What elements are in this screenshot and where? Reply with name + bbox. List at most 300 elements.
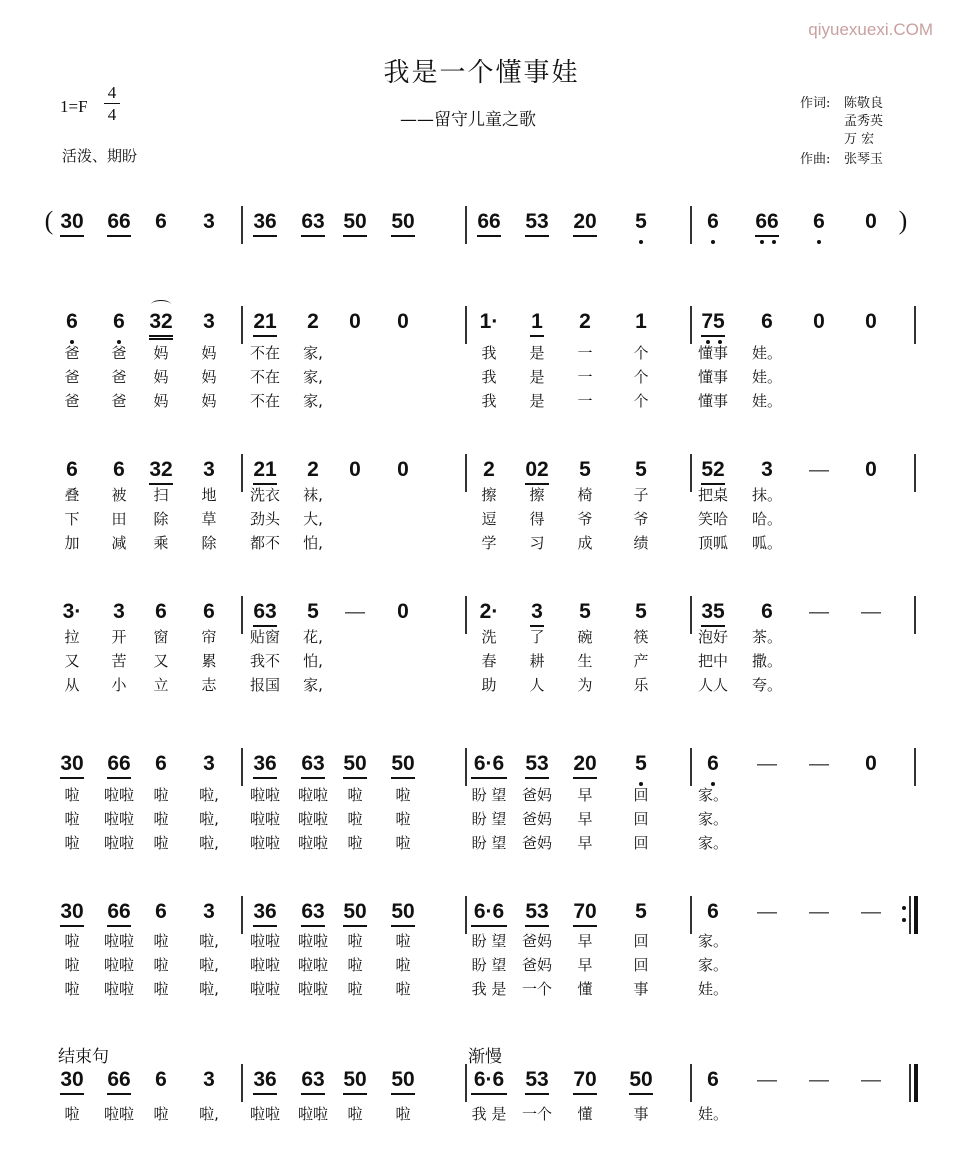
octave-dot: [817, 240, 821, 244]
note-group: 66: [107, 752, 131, 775]
lyric-syllable: 回: [633, 810, 649, 828]
lyric-syllable: 爸: [111, 392, 127, 410]
lyric-syllable: 爸妈: [521, 834, 553, 852]
lyric-syllable: 啦啦: [297, 1105, 329, 1123]
note-group: 63: [301, 1068, 325, 1091]
note-group: 66: [107, 1068, 131, 1091]
note-group: 1: [531, 310, 543, 333]
note-group: 6·6: [473, 1068, 505, 1091]
lyric-syllable: 是: [529, 344, 545, 362]
lyric-syllable: 我: [481, 368, 497, 386]
final-barline: [914, 1064, 918, 1102]
note-group: 53: [525, 210, 549, 233]
hold-dash: —: [757, 753, 777, 775]
underline: [573, 1093, 597, 1095]
hold-dash: —: [757, 901, 777, 923]
note-group: 66: [107, 900, 131, 923]
lyric-syllable: 啦: [153, 932, 169, 950]
barline: [465, 306, 467, 344]
lyric-syllable: 爸妈: [521, 786, 553, 804]
barline: [465, 896, 467, 934]
lyric-syllable: 啦: [153, 810, 169, 828]
underline: [573, 235, 597, 237]
lyric-syllable: 家。: [697, 786, 729, 804]
lyric-syllable: 早: [577, 786, 593, 804]
lyric-syllable: 啦啦: [103, 956, 135, 974]
underline: [301, 1093, 325, 1095]
lyric-syllable: 啦,: [199, 786, 219, 804]
lyric-syllable: 洗: [481, 628, 497, 646]
barline: [465, 748, 467, 786]
note-group: 30: [60, 210, 84, 233]
underline: [253, 925, 277, 927]
lyric-syllable: 啦: [347, 932, 363, 950]
note-group: 63: [301, 210, 325, 233]
repeat-dot: [902, 918, 906, 922]
lyric-syllable: 回: [633, 834, 649, 852]
lyric-syllable: 妈: [153, 368, 169, 386]
note-group: 6: [155, 600, 167, 623]
lyric-syllable: 习: [529, 534, 545, 552]
note-group: 2: [579, 310, 591, 333]
lyric-syllable: 啦啦: [249, 980, 281, 998]
underline: [391, 925, 415, 927]
lyric-syllable: 顶呱: [697, 534, 729, 552]
lyric-syllable: 爷: [577, 510, 593, 528]
note-group: 3: [203, 752, 215, 775]
underline: [60, 777, 84, 779]
lyric-syllable: 啦,: [199, 810, 219, 828]
lyric-syllable: 劲头: [249, 510, 281, 528]
barline: [241, 596, 243, 634]
lyric-syllable: 一: [577, 392, 593, 410]
underline: [701, 483, 725, 485]
composer-label: 作曲:: [800, 152, 831, 167]
lyric-syllable: 啦: [64, 834, 80, 852]
note-group: 6: [707, 900, 719, 923]
underline: [107, 1093, 131, 1095]
underline: [525, 777, 549, 779]
note-group: 0: [397, 458, 409, 481]
note-group: 0: [865, 310, 877, 333]
lyric-syllable: 了: [529, 628, 545, 646]
lyric-syllable: 爸: [64, 392, 80, 410]
lyric-syllable: 娃。: [697, 980, 729, 998]
note-group: 6: [707, 210, 719, 233]
barline: [465, 206, 467, 244]
note-group: 30: [60, 752, 84, 775]
lyric-syllable: 啦: [153, 956, 169, 974]
lyric-syllable: 碗: [577, 628, 593, 646]
barline: [690, 306, 692, 344]
underline: [471, 925, 507, 927]
lyric-syllable: 啦: [64, 980, 80, 998]
lyric-syllable: 人: [529, 676, 545, 694]
note-group: 2: [307, 458, 319, 481]
underline: [60, 1093, 84, 1095]
lyric-syllable: 事: [633, 1105, 649, 1123]
lyric-syllable: 春: [481, 652, 497, 670]
underline: [343, 235, 367, 237]
lyric-syllable: 啦: [347, 834, 363, 852]
note-group: 6: [155, 900, 167, 923]
note-group: 50: [343, 752, 367, 775]
hold-dash: —: [757, 1069, 777, 1091]
lyric-syllable: 泡好: [697, 628, 729, 646]
note-group: 3: [203, 900, 215, 923]
lyric-syllable: 早: [577, 932, 593, 950]
lyric-syllable: 乘: [153, 534, 169, 552]
barline-end: [914, 748, 916, 786]
underline: [525, 483, 549, 485]
underline: [701, 625, 725, 627]
lyric-syllable: 妈: [201, 344, 217, 362]
note-group: 50: [343, 1068, 367, 1091]
lyric-syllable: 懂事: [697, 344, 729, 362]
underline: [530, 335, 544, 337]
underline: [477, 235, 501, 237]
lyric-syllable: 田: [111, 510, 127, 528]
lyric-syllable: 娃。: [751, 344, 783, 362]
note-group: 53: [525, 900, 549, 923]
lyric-syllable: 啦啦: [297, 956, 329, 974]
song-title: 我是一个懂事娃: [383, 58, 580, 88]
lyric-syllable: 啦啦: [297, 810, 329, 828]
note-group: 36: [253, 210, 277, 233]
note-group: 5: [635, 458, 647, 481]
final-barline: [914, 896, 918, 934]
lyric-syllable: 我 是: [471, 980, 507, 998]
lyric-syllable: 生: [577, 652, 593, 670]
octave-dot: [760, 240, 764, 244]
note-group: 3: [203, 310, 215, 333]
lyric-syllable: 得: [529, 510, 545, 528]
note-group: 5: [635, 752, 647, 775]
hold-dash: —: [809, 901, 829, 923]
note-group: 21: [253, 310, 277, 333]
lyric-syllable: 早: [577, 834, 593, 852]
lyric-syllable: 懂事: [697, 368, 729, 386]
lyric-syllable: 啦: [153, 980, 169, 998]
note-group: 5: [635, 210, 647, 233]
note-group: 21: [253, 458, 277, 481]
lyric-syllable: 家,: [303, 368, 323, 386]
note-group: 0: [865, 752, 877, 775]
lyric-syllable: 啦啦: [297, 980, 329, 998]
lyric-syllable: 助: [481, 676, 497, 694]
lyric-syllable: 拉: [64, 628, 80, 646]
barline: [241, 306, 243, 344]
lyric-syllable: 加: [64, 534, 80, 552]
note-group: 6: [761, 310, 773, 333]
note-group: 6: [155, 210, 167, 233]
lyric-syllable: 耕: [529, 652, 545, 670]
underline: [343, 777, 367, 779]
note-group: 70: [573, 900, 597, 923]
lyric-syllable: 妈: [201, 368, 217, 386]
lyric-syllable: 洗衣: [249, 486, 281, 504]
lyric-syllable: 怕,: [303, 652, 323, 670]
underline: [60, 925, 84, 927]
lyric-syllable: 苦: [111, 652, 127, 670]
note-group: 66: [755, 210, 779, 233]
note-group: 3: [203, 458, 215, 481]
barline: [690, 454, 692, 492]
song-subtitle: ——留守儿童之歌: [400, 110, 536, 130]
underline: [701, 335, 725, 337]
lyric-syllable: 啦啦: [297, 834, 329, 852]
lyric-syllable: 啦: [395, 1105, 411, 1123]
lyric-syllable: 家。: [697, 834, 729, 852]
underline: [149, 483, 173, 485]
note-group: 5: [635, 600, 647, 623]
underline: [149, 338, 173, 340]
note-group: 6: [761, 600, 773, 623]
repeat-dot: [902, 906, 906, 910]
lyric-syllable: 家。: [697, 932, 729, 950]
tempo-marking: 活泼、期盼: [62, 147, 138, 165]
hold-dash: —: [809, 459, 829, 481]
underline: [343, 1093, 367, 1095]
lyric-syllable: 啦: [395, 932, 411, 950]
barline: [465, 1064, 467, 1102]
lyric-syllable: 不在: [249, 392, 281, 410]
lyric-syllable: 哈。: [751, 510, 783, 528]
lyric-syllable: 减: [111, 534, 127, 552]
lyric-syllable: 啦啦: [103, 810, 135, 828]
lyric-syllable: 啦: [347, 786, 363, 804]
lyric-syllable: 啦啦: [249, 810, 281, 828]
note-group: 20: [573, 210, 597, 233]
lyric-syllable: 是: [529, 368, 545, 386]
lyric-syllable: 扫: [153, 486, 169, 504]
underline: [471, 777, 507, 779]
note-group: 0: [349, 458, 361, 481]
slur-mark: [151, 300, 171, 309]
lyricist-2: 孟秀英: [844, 114, 884, 129]
note-group: 6: [203, 600, 215, 623]
note-group: 50: [391, 1068, 415, 1091]
lyric-syllable: 个: [633, 368, 649, 386]
lyric-syllable: 累: [201, 652, 217, 670]
lyric-syllable: 把中: [697, 652, 729, 670]
octave-dot: [711, 240, 715, 244]
underline: [301, 777, 325, 779]
lyric-syllable: 一个: [521, 1105, 553, 1123]
lyric-syllable: 笑哈: [697, 510, 729, 528]
note-group: 6: [155, 752, 167, 775]
lyric-syllable: 啦啦: [103, 932, 135, 950]
lyric-syllable: 啦啦: [249, 834, 281, 852]
lyric-syllable: 又: [64, 652, 80, 670]
note-group: 6: [155, 1068, 167, 1091]
underline: [253, 1093, 277, 1095]
hold-dash: —: [809, 601, 829, 623]
lyric-syllable: 啦: [64, 1105, 80, 1123]
lyric-syllable: 家,: [303, 344, 323, 362]
final-barline-thin: [909, 1064, 911, 1102]
ending-label: 结束句: [58, 1047, 109, 1067]
lyric-syllable: 回: [633, 932, 649, 950]
note-group: 3: [113, 600, 125, 623]
lyric-syllable: 立: [153, 676, 169, 694]
lyric-syllable: 早: [577, 956, 593, 974]
underline: [530, 625, 544, 627]
underline: [471, 1093, 507, 1095]
lyric-syllable: 爷: [633, 510, 649, 528]
lyric-syllable: 啦啦: [249, 1105, 281, 1123]
underline: [573, 777, 597, 779]
note-group: 50: [343, 210, 367, 233]
paren-open: (: [44, 206, 54, 235]
note-group: 6: [813, 210, 825, 233]
lyric-syllable: 抹。: [751, 486, 783, 504]
lyric-syllable: 啦: [347, 810, 363, 828]
lyric-syllable: 叠: [64, 486, 80, 504]
note-group: 1·: [479, 310, 499, 333]
lyric-syllable: 一: [577, 368, 593, 386]
lyric-syllable: 啦,: [199, 956, 219, 974]
lyric-syllable: 花,: [303, 628, 323, 646]
lyric-syllable: 从: [64, 676, 80, 694]
note-group: 50: [391, 900, 415, 923]
lyric-syllable: 盼 望: [471, 834, 507, 852]
note-group: 0: [397, 310, 409, 333]
underline: [391, 1093, 415, 1095]
note-group: 30: [60, 900, 84, 923]
lyric-syllable: 啦: [153, 786, 169, 804]
lyric-syllable: 家,: [303, 676, 323, 694]
underline: [253, 235, 277, 237]
underline: [525, 235, 549, 237]
lyric-syllable: 盼 望: [471, 956, 507, 974]
lyric-syllable: 我: [481, 392, 497, 410]
note-group: 1: [635, 310, 647, 333]
lyric-syllable: 呱。: [751, 534, 783, 552]
lyric-syllable: 啦: [153, 1105, 169, 1123]
barline: [241, 748, 243, 786]
lyric-syllable: 开: [111, 628, 127, 646]
note-group: 5: [307, 600, 319, 623]
lyric-syllable: 不在: [249, 344, 281, 362]
lyric-syllable: 啦: [153, 834, 169, 852]
hold-dash: —: [861, 1069, 881, 1091]
lyric-syllable: 爸妈: [521, 932, 553, 950]
lyric-syllable: 小: [111, 676, 127, 694]
barline: [465, 596, 467, 634]
barline: [465, 454, 467, 492]
underline: [755, 235, 779, 237]
lyric-syllable: 盼 望: [471, 786, 507, 804]
watermark-text: qiyuexuexi.COM: [808, 20, 933, 39]
underline: [253, 335, 277, 337]
final-barline-thin: [909, 896, 911, 934]
note-group: 52: [701, 458, 725, 481]
note-group: 66: [107, 210, 131, 233]
lyric-syllable: 家,: [303, 392, 323, 410]
lyric-syllable: 啦啦: [103, 1105, 135, 1123]
underline: [525, 925, 549, 927]
note-group: 3: [531, 600, 543, 623]
note-group: 3: [203, 210, 215, 233]
lyric-syllable: 学: [481, 534, 497, 552]
lyric-syllable: 事: [633, 980, 649, 998]
note-group: 53: [525, 752, 549, 775]
lyric-syllable: 爸: [64, 344, 80, 362]
lyric-syllable: 啦: [64, 932, 80, 950]
lyric-syllable: 啦,: [199, 1105, 219, 1123]
lyric-syllable: 茶。: [751, 628, 783, 646]
lyric-syllable: 啦啦: [297, 932, 329, 950]
lyric-syllable: 娃。: [751, 368, 783, 386]
barline-end: [914, 596, 916, 634]
note-group: 6: [66, 458, 78, 481]
note-group: 2·: [479, 600, 499, 623]
note-group: 53: [525, 1068, 549, 1091]
lyric-syllable: 娃。: [697, 1105, 729, 1123]
lyric-syllable: 怕,: [303, 534, 323, 552]
lyric-syllable: 我 是: [471, 1105, 507, 1123]
lyric-syllable: 懂事: [697, 392, 729, 410]
lyric-syllable: 逗: [481, 510, 497, 528]
lyric-syllable: 帘: [201, 628, 217, 646]
lyric-syllable: 娃。: [751, 392, 783, 410]
lyric-syllable: 窗: [153, 628, 169, 646]
note-group: 63: [301, 752, 325, 775]
lyric-syllable: 妈: [153, 392, 169, 410]
lyric-syllable: 爸: [64, 368, 80, 386]
time-signature: [104, 82, 120, 125]
note-group: 63: [301, 900, 325, 923]
note-group: 32: [149, 310, 173, 333]
note-group: 50: [629, 1068, 653, 1091]
lyric-syllable: 家。: [697, 810, 729, 828]
note-group: 50: [391, 752, 415, 775]
lyric-syllable: 绩: [633, 534, 649, 552]
lyric-syllable: 我: [481, 344, 497, 362]
lyric-syllable: 懂: [577, 980, 593, 998]
note-group: 6: [66, 310, 78, 333]
lyric-syllable: 又: [153, 652, 169, 670]
lyric-syllable: 啦啦: [249, 932, 281, 950]
lyric-syllable: 撒。: [751, 652, 783, 670]
lyric-syllable: 地: [201, 486, 217, 504]
lyric-syllable: 啦: [395, 786, 411, 804]
note-group: 0: [349, 310, 361, 333]
lyric-syllable: 啦: [395, 834, 411, 852]
note-group: 3: [761, 458, 773, 481]
note-group: 50: [391, 210, 415, 233]
barline: [690, 596, 692, 634]
lyricist-label: 作词:: [800, 96, 831, 111]
lyric-syllable: 大,: [303, 510, 323, 528]
note-group: 6: [113, 310, 125, 333]
hold-dash: —: [345, 601, 365, 623]
note-group: 02: [525, 458, 549, 481]
underline: [107, 925, 131, 927]
lyric-syllable: 啦,: [199, 834, 219, 852]
lyric-syllable: 啦: [347, 956, 363, 974]
lyric-syllable: 啦,: [199, 980, 219, 998]
lyric-syllable: 乐: [633, 676, 649, 694]
hold-dash: —: [861, 601, 881, 623]
barline: [690, 1064, 692, 1102]
lyric-syllable: 啦: [64, 810, 80, 828]
lyric-syllable: 产: [633, 652, 649, 670]
note-group: 2: [307, 310, 319, 333]
lyric-syllable: 回: [633, 956, 649, 974]
lyric-syllable: 把桌: [697, 486, 729, 504]
